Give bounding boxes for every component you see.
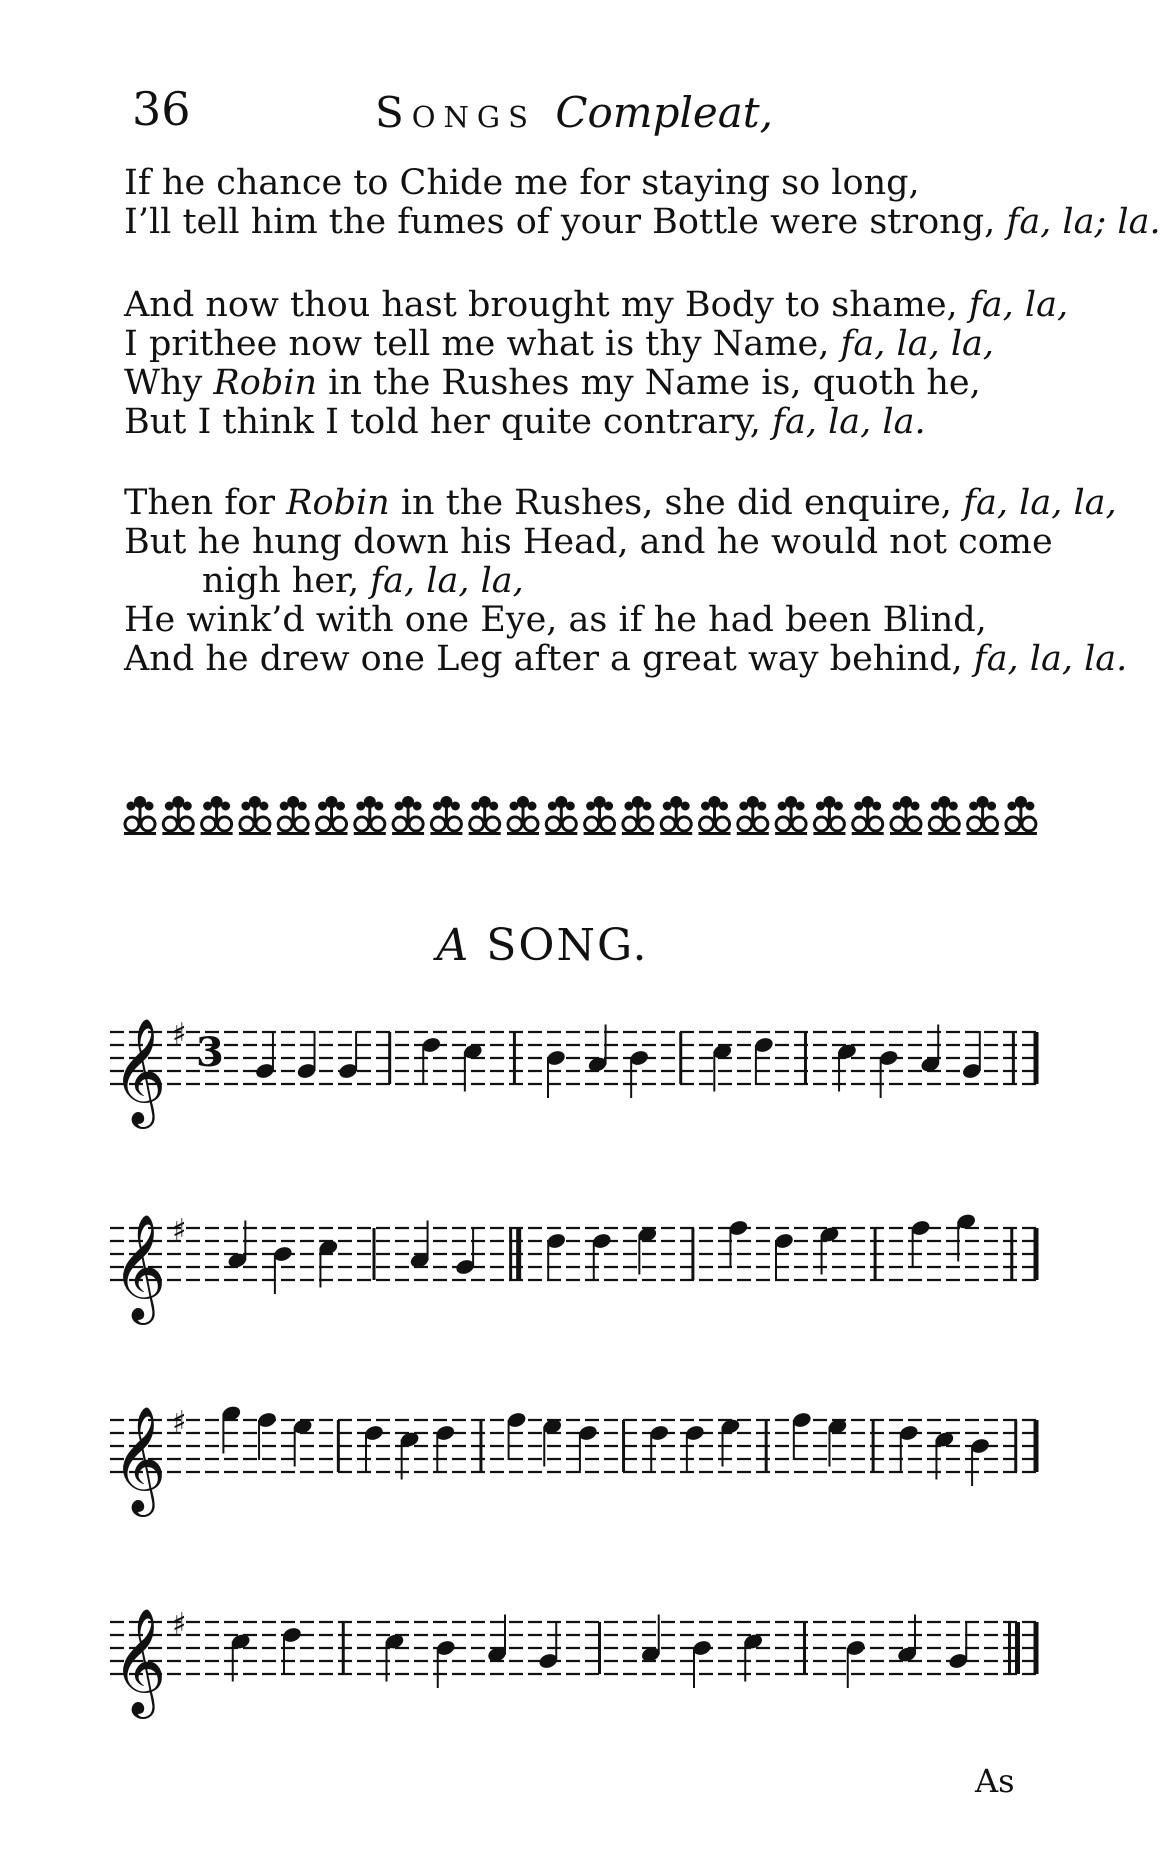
verse-segment-italic: fa, la, la. (772, 402, 926, 442)
verse-segment: nigh her, (202, 561, 371, 601)
music-staff (110, 1607, 1040, 1719)
fleuron-icon (813, 796, 845, 835)
fleuron-icon (852, 796, 884, 835)
key-signature: ♯ (172, 1607, 187, 1642)
fleuron-icon (162, 796, 194, 835)
fleuron-icon (737, 796, 769, 835)
verse-line (124, 202, 1161, 242)
fleuron-icon (124, 796, 156, 835)
verse-segment-italic: fa, la, (968, 285, 1069, 325)
running-header (0, 82, 1085, 142)
verse-segment: But I think I told her quite contrary, (124, 402, 773, 442)
fleuron-icon (507, 796, 539, 835)
verse-segment: I prithee now tell me what is thy Name, (124, 324, 841, 364)
fleuron-icon (354, 796, 386, 835)
verse-segment: Then for (124, 483, 287, 523)
fleuron-icon (277, 796, 309, 835)
verse-segment: in the Rushes, she did enquire, (389, 483, 964, 523)
music-notation (110, 1010, 1045, 1770)
verse-segment-italic: fa, la, la, (840, 324, 995, 364)
verse-segment: Why (124, 363, 214, 403)
stanza-3 (124, 483, 1128, 679)
time-signature: 3 (196, 1029, 224, 1076)
fleuron-icon (201, 796, 233, 835)
verse-segment: He wink’d with one Eye, as if he had been Blind, (124, 600, 987, 640)
song-title-rest: SONG. (470, 920, 649, 971)
fleuron-icon (316, 796, 348, 835)
treble-clef-icon: 𝄞 (112, 1607, 167, 1714)
verse-line (124, 639, 1128, 679)
fleuron-icon (928, 796, 960, 835)
fleuron-icon (890, 796, 922, 835)
verse-line (124, 403, 1054, 442)
fleuron-icon (1005, 796, 1037, 835)
music-staff (110, 1017, 1040, 1129)
verse-line (124, 285, 1069, 325)
verse-line (124, 483, 1117, 523)
fleuron-icon (622, 796, 654, 835)
treble-clef-icon: 𝄞 (112, 1405, 167, 1512)
music-staff (110, 1404, 1040, 1517)
song-title-a: A (436, 920, 471, 971)
verse-segment-italic: fa, la, la, (963, 483, 1117, 523)
verse-line (124, 523, 1054, 562)
stanza-1 (124, 163, 1161, 242)
fleuron-icon (239, 796, 271, 835)
verse-segment: And now thou hast brought my Body to shame, (124, 285, 969, 325)
running-title (375, 88, 773, 137)
verse-segment-italic: fa, la; la. (1006, 202, 1161, 242)
treble-clef-icon: 𝄞 (112, 1017, 167, 1124)
verse-segment-italic: fa, la, la. (973, 639, 1128, 679)
fleuron-icon (967, 796, 999, 835)
verse-segment-italic: Robin (286, 483, 390, 523)
verse-segment: in the Rushes my Name is, quoth he, (317, 363, 981, 403)
fleuron-icon (545, 796, 577, 835)
verse-segment: And he drew one Leg after a great way behind, (124, 639, 974, 679)
verse-line (124, 325, 1054, 364)
fleuron-icon (660, 796, 692, 835)
verse-line (124, 562, 1054, 601)
key-signature: ♯ (172, 1213, 187, 1248)
fleuron-icon (584, 796, 616, 835)
running-title-songs: Songs (375, 88, 536, 137)
key-signature: ♯ (172, 1017, 187, 1052)
verse-segment-italic: fa, la, la, (370, 561, 524, 601)
fleuron-icon (430, 796, 462, 835)
key-signature: ♯ (172, 1405, 187, 1440)
catchword: As (975, 1762, 1015, 1800)
verse-line (124, 364, 1054, 403)
treble-clef-icon: 𝄞 (112, 1213, 167, 1320)
verse-segment-italic: Robin (213, 363, 317, 403)
song-title (0, 920, 1085, 971)
fleuron-icon (699, 796, 731, 835)
ornamental-border (120, 790, 1048, 840)
music-staff (110, 1212, 1040, 1325)
verse-segment: If he chance to Chide me for staying so long, (124, 163, 920, 203)
fleuron-icon (469, 796, 501, 835)
stanza-2 (124, 285, 1069, 442)
verse-segment: I’ll tell him the fumes of your Bottle were strong, (124, 202, 1007, 242)
fleuron-icon (392, 796, 424, 835)
fleuron-icon (775, 796, 807, 835)
verse-line (124, 601, 1054, 640)
verse-line (124, 164, 1054, 203)
page-number: 36 (132, 82, 191, 136)
running-title-compleat: Compleat, (555, 88, 774, 137)
verse-segment: But he hung down his Head, and he would not come (124, 522, 1053, 562)
